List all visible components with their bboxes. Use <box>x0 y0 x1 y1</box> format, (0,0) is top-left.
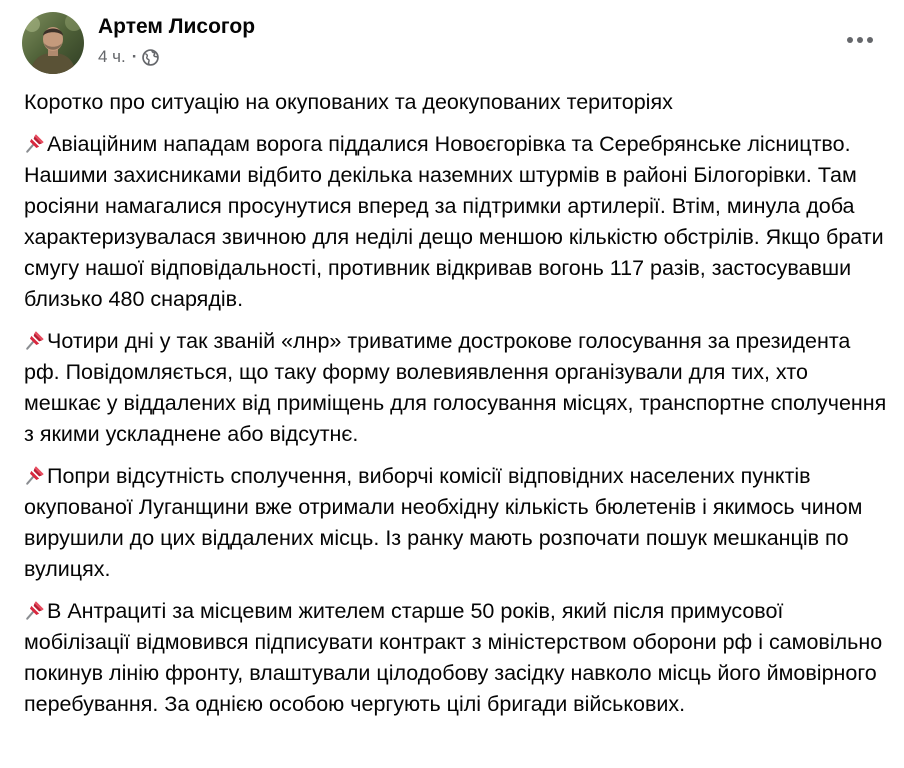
post-title: Коротко про ситуацію на окупованих та деокупованих територіях <box>24 90 673 114</box>
author-name[interactable]: Артем Лисогор <box>98 15 256 38</box>
more-dot <box>867 37 873 43</box>
globe-icon[interactable] <box>142 49 159 66</box>
post-paragraph-3 <box>24 461 890 585</box>
post-subline <box>98 46 255 68</box>
pushpin-icon <box>24 599 46 621</box>
post-header <box>22 12 255 76</box>
more-dot <box>847 37 853 43</box>
post-body <box>24 87 890 731</box>
post-paragraph-1 <box>24 129 890 315</box>
post-paragraph-2 <box>24 326 890 450</box>
paragraph-text: Чотири дні у так званій «лнр» триватиме дострокове голосування за президента рф. Повідомляється, що таку форму волевиявлення організували для тих, хто мешкає у віддалених від приміщень для голосування місцях, транспортне сполучення з якими ускладнене або відсутнє. <box>24 329 887 446</box>
more-dot <box>857 37 863 43</box>
paragraph-text: В Антрациті за місцевим жителем старше 50 років, який після примусової мобілізації відмовився підписувати контракт з міністерством оборони рф і самовільно покинув лінію фронту, влаштували цілодобову засідку навколо місць його ймовірного перебування. За однією особою чергують цілі бригади військових. <box>24 599 883 716</box>
more-options-icon[interactable] <box>840 26 880 54</box>
paragraph-text: Авіаційним нападам ворога піддалися Новоєгорівка та Серебрянське лісництво. Нашими захисниками відбито декілька наземних штурмів в районі Білогорівки. Там росіяни намагалися просунутися вперед за підтримки артилерії. Втім, минула доба характеризувалася звичною для неділі дещо меншою кількістю обстрілів. Якщо брати смугу нашої відповідальності, противник відкривав вогонь 117 разів, застосувавши близько 480 снарядів. <box>24 132 884 311</box>
post-timestamp[interactable]: 4 ч. <box>98 47 126 66</box>
paragraph-text: Попри відсутність сполучення, виборчі комісії відповідних населених пунктів окупованої Луганщини вже отримали необхідну кількість бюлетенів і якимось чином вирушили до цих віддалених місць. Із ранку мають розпочати пошук мешканців по вулицях. <box>24 464 863 581</box>
avatar[interactable] <box>22 12 84 74</box>
pushpin-icon <box>24 464 46 486</box>
post-meta <box>98 12 255 68</box>
post-paragraph-4 <box>24 596 890 720</box>
pushpin-icon <box>24 132 46 154</box>
avatar-photo <box>22 12 84 74</box>
pushpin-icon <box>24 329 46 351</box>
separator-dot: · <box>131 47 138 66</box>
